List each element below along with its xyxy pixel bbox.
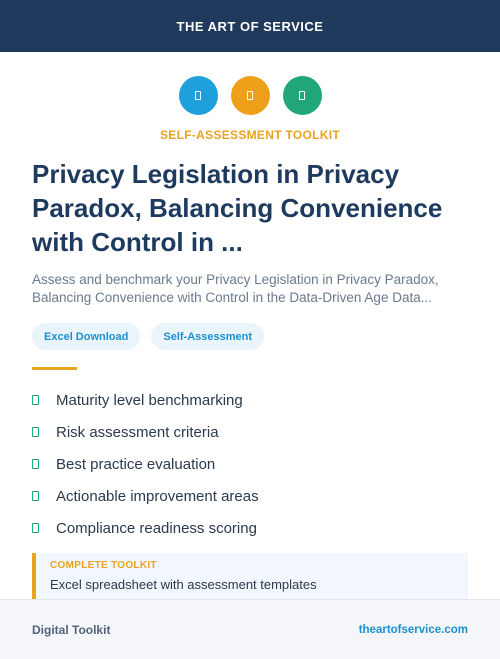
feature-label: Maturity level benchmarking <box>56 391 243 409</box>
feature-label: Compliance readiness scoring <box>56 519 257 537</box>
list-item <box>32 384 259 416</box>
feature-list <box>32 384 259 544</box>
footer-label: Digital Toolkit <box>32 622 111 637</box>
document-icon <box>179 76 218 115</box>
check-icon <box>32 427 39 437</box>
feature-label: Risk assessment criteria <box>56 423 219 441</box>
check-icon <box>32 523 39 533</box>
product-category: SELF-ASSESSMENT TOOLKIT <box>159 128 341 142</box>
footer-bar <box>0 599 500 659</box>
check-icon <box>32 491 39 501</box>
list-item <box>32 480 259 512</box>
tag-self-assessment[interactable]: Self-Assessment <box>151 323 264 350</box>
feature-label: Actionable improvement areas <box>56 487 259 505</box>
callout-text: Excel spreadsheet with assessment templates <box>50 577 317 592</box>
feature-label: Best practice evaluation <box>56 455 216 473</box>
product-description: Assess and benchmark your Privacy Legislation in Privacy Paradox, Balancing Convenience with Control in the Data-Driven Age Data... <box>32 272 439 305</box>
page-title: Privacy Legislation in Privacy Paradox, Balancing Convenience with Control in ... <box>32 159 443 257</box>
document-icon <box>283 76 322 115</box>
check-icon <box>32 395 39 405</box>
brand-name: THE ART OF SERVICE <box>176 18 324 34</box>
document-icon <box>231 76 270 115</box>
callout-label: COMPLETE TOOLKIT <box>50 560 157 571</box>
website-link[interactable]: theartofservice.com <box>358 623 468 636</box>
tag-list <box>32 323 264 350</box>
list-item <box>32 416 259 448</box>
list-item <box>32 512 259 544</box>
accent-divider <box>32 367 77 370</box>
icon-row <box>0 76 500 115</box>
toolkit-callout <box>32 553 468 600</box>
tag-excel-download[interactable]: Excel Download <box>32 323 140 350</box>
check-icon <box>32 459 39 469</box>
list-item <box>32 448 259 480</box>
header-bar <box>0 0 500 52</box>
